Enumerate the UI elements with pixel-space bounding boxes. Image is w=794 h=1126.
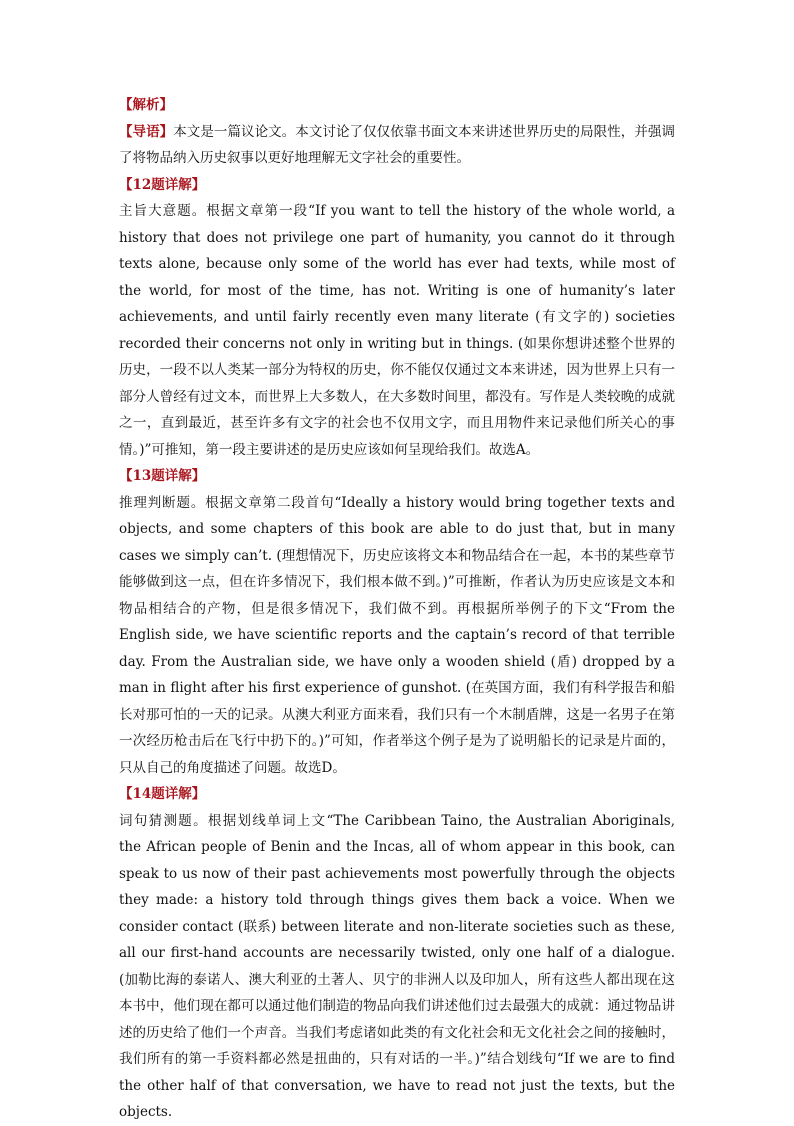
q12-heading: 【12题详解】: [119, 176, 206, 193]
q13-heading: 【13题详解】: [119, 468, 206, 484]
intro-tag: 【导语】: [119, 123, 174, 140]
intro-paragraph: [119, 119, 675, 172]
q14-heading: 【14题详解】: [119, 786, 206, 802]
q13-paragraph: 推理判断题。根据文章第二段首句“Ideally a history would bring together texts and objects, and some chapters of this book are able to do just that, but in many cases we simply can’t. (理想情况下，历史应该将文本和物品结合在一起，本书的某些章节能够做到这一点，但在许多情况下，我们根本做不到。)”可推断，作者认为历史应该是文本和物品相结合的产物，但是很多情况下，我们做不到。再根据所举例子的下文“From the English side, we have scientific reports and the captain’s record of that terrible day. From the Australian side, we have only a wooden shield (盾) dropped by a man in flight after his first experience of gunshot. (在英国方面，我们有科学报告和船长对那可怕的一天的记录。从澳大利亚方面来看，我们只有一个木制盾牌，这是一名男子在第一次经历枪击后在飞行中扔下的。)”可知，作者举这个例子是为了说明船长的记录是片面的，只从自己的角度描述了问题。故选D。: [119, 494, 675, 776]
document-page: [119, 92, 675, 1126]
analysis-heading: 【解析】: [119, 97, 173, 113]
intro-text: 本文是一篇议论文。本文讨论了仅仅依靠书面文本来讲述世界历史的局限性，并强调了将物品纳入历史叙事以更好地理解无文字社会的重要性。: [119, 123, 675, 166]
q12-paragraph: 主旨大意题。根据文章第一段“If you want to tell the history of the whole world, a history that does not privilege one part of humanity, you cannot do it through texts alone, because only some of the world has ever had texts, while most of the world, for most of the time, has not. Writing is one of humanity’s later achievements, and until fairly recently even many literate (有文字的) societies recorded their concerns not only in writing but in things. (如果你想讲述整个世界的历史，一段不以人类某一部分为特权的历史，你不能仅仅通过文本来讲述，因为世界上只有一部分人曾经有过文本，而世界上大多数人，在大多数时间里，都没有。写作是人类较晚的成就之一，直到最近，甚至许多有文字的社会也不仅用文字，而且用物件来记录他们所关心的事情。)”可推知，第一段主要讲述的是历史应该如何呈现给我们。故选A。: [119, 203, 675, 458]
q14-paragraph: 词句猜测题。根据划线单词上文“The Caribbean Taino, the Australian Aboriginals, the African people of Benin and the Incas, all of whom appear in this book, can speak to us now of their past achievements most powerfully through the objects they made: a history told through things gives them back a voice. When we consider contact (联系) between literate and non-literate societies such as these, all our first-hand accounts are necessarily twisted, only one half of a dialogue. (加勒比海的泰诺人、澳大利亚的土著人、贝宁的非洲人以及印加人，所有这些人都出现在这本书中，他们现在都可以通过他们制造的物品向我们讲述他们过去最强大的成就：通过物品讲述的历史给了他们一个声音。当我们考虑诸如此类的有文化社会和无文化社会之间的接触时，我们所有的第一手资料都必然是扭曲的，只有对话的一半。)”结合划线句“If we are to find the other half of that conversation, we have to read not just the texts, but the objects.: [119, 812, 675, 1120]
